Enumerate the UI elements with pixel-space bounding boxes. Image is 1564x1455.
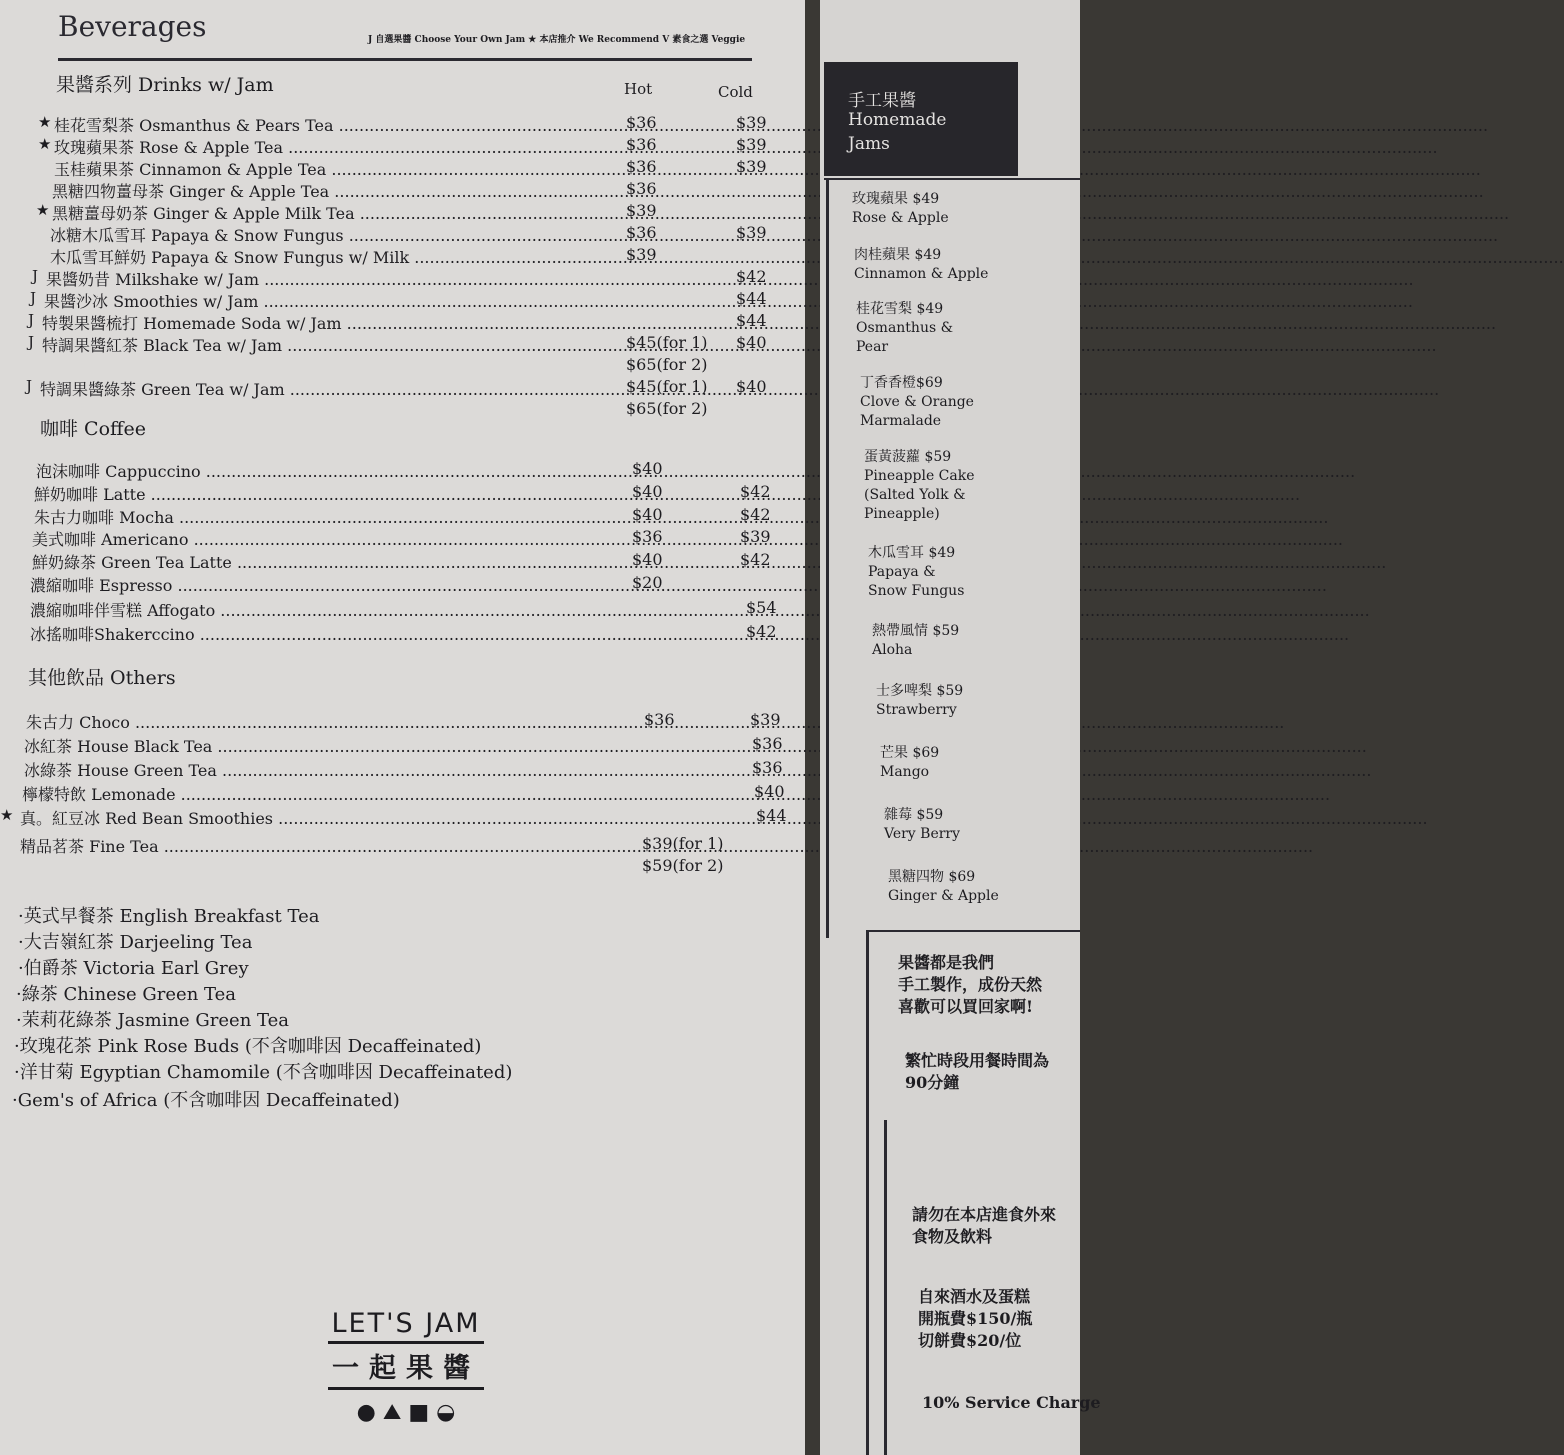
logo-rule: [328, 1341, 484, 1344]
hot-price: $36: [626, 157, 657, 176]
jam-drink-row: [26, 377, 767, 418]
hot-price: $39: [626, 245, 657, 264]
drink-name: 黑糖四物薑母茶 Ginger & Apple Tea .....: [52, 179, 624, 202]
hot-price: $40: [632, 482, 663, 501]
drink-name: 冰搖咖啡Shakerccino .....: [30, 622, 744, 645]
hot-price: $39(for 1): [642, 834, 724, 853]
tea-item: ·伯爵茶 Victoria Earl Grey: [18, 958, 249, 979]
drink-name: 冰綠茶 House Green Tea .....: [24, 758, 750, 781]
jam-name-price: 芒果 $69: [880, 745, 940, 761]
logo-rule-bottom: [328, 1387, 484, 1390]
drink-name: 玫瑰蘋果茶 Rose & Apple Tea .....: [54, 135, 624, 158]
cold-price: $42: [740, 550, 771, 569]
note-no-outside-food: 請勿在本店進食外來 食物及飲料: [912, 1205, 1057, 1246]
jam-name-price: 木瓜雪耳 $49: [868, 545, 956, 561]
hot-price: $40: [632, 550, 663, 569]
coffee-row: [32, 527, 771, 549]
jam-name-price: 黑糖四物 $69: [888, 869, 976, 885]
coffee-row: [30, 573, 663, 595]
jam-english-name: Osmanthus & Pear: [856, 320, 954, 355]
note-corkage: 自來酒水及蛋糕 開瓶費$150/瓶 切餅費$20/位: [918, 1287, 1033, 1350]
page-title: Beverages: [58, 10, 207, 43]
menu-mark: J: [30, 289, 37, 307]
jams-header-rule: [824, 178, 1080, 180]
note-service-charge: 10% Service Charge: [922, 1393, 1101, 1412]
section-jam-title: 果醬系列 Drinks w/ Jam: [56, 74, 274, 96]
title-rule: [58, 58, 752, 61]
jam-english-name: Cinnamon & Apple: [854, 266, 989, 282]
menu-mark: ★: [36, 201, 50, 219]
hot-price: $36: [752, 734, 783, 753]
hot-price: $20: [632, 573, 663, 592]
drink-name: 美式咖啡 Americano .....: [32, 527, 630, 550]
jam-english-name: Clove & Orange Marmalade: [860, 394, 974, 429]
drink-name: 特調果醬綠茶 Green Tea w/ Jam .....: [40, 377, 624, 400]
menu-mark: J: [28, 333, 35, 351]
drink-name: 濃縮咖啡 Espresso .....: [30, 573, 630, 596]
jams-title-zh: 手工果醬: [848, 91, 916, 111]
coffee-row: [34, 482, 771, 504]
menu-mark: ★: [38, 113, 52, 131]
cold-price: $42: [740, 505, 771, 524]
tea-item: ·玫瑰花茶 Pink Rose Buds (不含咖啡因 Decaffeinated): [14, 1036, 482, 1057]
jam-name-price: 丁香香橙$69: [860, 375, 943, 391]
hot-price-for-2: $59(for 2): [642, 856, 724, 875]
hot-price: $40: [632, 459, 663, 478]
jam-name-price: 桂花雪梨 $49: [856, 301, 944, 317]
others-row: [24, 734, 783, 756]
hot-price: $36: [626, 135, 657, 154]
tea-item: ·洋甘菊 Egyptian Chamomile (不含咖啡因 Decaffeinated): [14, 1062, 513, 1083]
hot-price: $36: [626, 113, 657, 132]
hot-price: $42: [736, 267, 767, 286]
jam-drink-row: [50, 245, 657, 267]
jam-english-name: Papaya & Snow Fungus: [868, 564, 965, 599]
others-row: [0, 806, 787, 828]
tea-item: ·茉莉花綠茶 Jasmine Green Tea: [16, 1010, 290, 1031]
hot-price: $40: [632, 505, 663, 524]
drink-name: 精品茗茶 Fine Tea .....: [20, 834, 640, 857]
hot-price: $36: [626, 223, 657, 242]
drink-name: 木瓜雪耳鮮奶 Papaya & Snow Fungus w/ Milk .....: [50, 245, 624, 268]
lets-jam-logo: [328, 1308, 484, 1425]
hot-price: $45(for 1): [626, 333, 708, 352]
hot-price: $44: [736, 311, 767, 330]
section-others-title: 其他飲品 Others: [28, 667, 176, 689]
cold-price: $39: [736, 113, 767, 132]
jam-name-price: 士多啤梨 $59: [876, 683, 964, 699]
cold-column-header: Cold: [718, 83, 753, 101]
hot-price: $42: [746, 622, 777, 641]
logo-line-2: 一起果醬: [332, 1353, 480, 1384]
drink-name: 特製果醬梳打 Homemade Soda w/ Jam .....: [42, 311, 734, 334]
menu-mark: ★: [0, 806, 14, 824]
hot-column-header: Hot: [624, 80, 653, 98]
drink-name: 冰糖木瓜雪耳 Papaya & Snow Fungus .....: [50, 223, 624, 246]
tea-item: ·綠茶 Chinese Green Tea: [16, 984, 237, 1005]
drink-name: 朱古力咖啡 Mocha .....: [34, 505, 630, 528]
jam-english-name: Mango: [880, 764, 930, 780]
others-row: [26, 710, 781, 732]
jam-english-name: Strawberry: [876, 702, 957, 718]
jams-title-en-2: Jams: [848, 134, 890, 154]
note-time-limit: 繁忙時段用餐時間為 90分鐘: [905, 1051, 1050, 1092]
section-coffee-title: 咖啡 Coffee: [40, 418, 147, 440]
jam-name-price: 肉桂蘋果 $49: [854, 247, 942, 263]
logo-line-1: LET'S JAM: [331, 1308, 481, 1339]
coffee-row: [32, 550, 771, 572]
homemade-jams-header: [824, 62, 1018, 176]
cold-price: $42: [740, 482, 771, 501]
hot-price: $40: [754, 782, 785, 801]
cold-price: $40: [736, 333, 767, 352]
drink-name: 桂花雪梨茶 Osmanthus & Pears Tea .....: [54, 113, 624, 136]
drink-name: 黑糖薑母奶茶 Ginger & Apple Milk Tea .....: [52, 201, 624, 224]
coffee-row: [36, 459, 663, 481]
cold-price: $39: [750, 710, 781, 729]
hot-price: $44: [756, 806, 787, 825]
menu-mark: J: [28, 311, 35, 329]
jam-drink-row: [54, 157, 767, 179]
jam-drink-row: [38, 113, 767, 135]
tea-item: ·Gem's of Africa (不含咖啡因 Decaffeinated): [12, 1090, 400, 1111]
others-row: [24, 758, 783, 780]
tea-item: ·英式早餐茶 English Breakfast Tea: [18, 906, 320, 927]
coffee-row: [34, 505, 771, 527]
hot-price: $54: [746, 598, 777, 617]
drink-name: 檸檬特飲 Lemonade .....: [22, 782, 752, 805]
jam-drink-row: [32, 267, 767, 289]
menu-mark: J: [26, 377, 33, 395]
menu-mark: ★: [38, 135, 52, 153]
side-divider-middle: [866, 930, 869, 1455]
hot-price: $36: [752, 758, 783, 777]
coffee-row: [30, 598, 777, 620]
jam-drink-row: [30, 289, 767, 311]
hot-price: $44: [736, 289, 767, 308]
others-row: [20, 834, 724, 875]
cold-price: $40: [736, 377, 767, 396]
hot-price: $36: [632, 527, 663, 546]
jam-english-name: Ginger & Apple: [888, 888, 999, 904]
jams-title-en-1: Homemade: [848, 110, 947, 130]
jam-english-name: Very Berry: [884, 826, 961, 842]
jam-drink-row: [52, 179, 657, 201]
drink-name: 冰紅茶 House Black Tea .....: [24, 734, 750, 757]
jam-drink-row: [28, 311, 767, 333]
drink-name: 泡沫咖啡 Cappuccino .....: [36, 459, 630, 482]
jam-drink-row: [38, 135, 767, 157]
hot-price-for-2: $65(for 2): [626, 399, 708, 418]
jam-name-price: 熱帶風情 $59: [872, 623, 960, 639]
note-homemade: 果醬都是我們 手工製作，成份天然 喜歡可以買回家啊!: [898, 953, 1043, 1016]
hot-price: $39: [626, 201, 657, 220]
drink-name: 朱古力 Choco .....: [26, 710, 636, 733]
hot-price-for-2: $65(for 2): [626, 355, 708, 374]
jam-english-name: Aloha: [872, 642, 913, 658]
hot-price: $36: [644, 710, 675, 729]
drink-name: 玉桂蘋果茶 Cinnamon & Apple Tea .....: [54, 157, 624, 180]
jam-drink-row: [36, 201, 657, 223]
jam-english-name: Rose & Apple: [852, 210, 949, 226]
side-divider-upper: [826, 178, 829, 938]
tea-item: ·大吉嶺紅茶 Darjeeling Tea: [18, 932, 253, 953]
hot-price: $36: [626, 179, 657, 198]
jam-drink-row: [50, 223, 767, 245]
side-divider-lower: [884, 1120, 887, 1455]
drink-name: 鮮奶綠茶 Green Tea Latte .....: [32, 550, 630, 573]
cold-price: $39: [736, 157, 767, 176]
drink-name: 濃縮咖啡伴雪糕 Affogato .....: [30, 598, 744, 621]
logo-icons: ● ⛰ ■ ◒: [356, 1400, 456, 1425]
others-row: [22, 782, 785, 804]
side-rule-notes: [868, 930, 1080, 932]
drink-name: 果醬沙冰 Smoothies w/ Jam .....: [44, 289, 734, 312]
drink-name: 果醬奶昔 Milkshake w/ Jam .....: [46, 267, 734, 290]
jam-name-price: 雜莓 $59: [884, 807, 944, 823]
legend: J 自選果醬 Choose Your Own Jam ★ 本店推介 We Recommend V 素食之選 Veggie: [368, 35, 746, 45]
jam-name-price: 蛋黃菠蘿 $59: [864, 449, 952, 465]
drink-name: 特調果醬紅茶 Black Tea w/ Jam .....: [42, 333, 624, 356]
jam-name-price: 玫瑰蘋果 $49: [852, 191, 940, 207]
cold-price: $39: [740, 527, 771, 546]
menu-mark: J: [32, 267, 39, 285]
cold-price: $39: [736, 223, 767, 242]
hot-price: $45(for 1): [626, 377, 708, 396]
drink-name: 真。紅豆冰 Red Bean Smoothies .....: [20, 806, 754, 829]
drink-name: 鮮奶咖啡 Latte .....: [34, 482, 630, 505]
jam-drink-row: [28, 333, 767, 374]
cold-price: $39: [736, 135, 767, 154]
coffee-row: [30, 622, 777, 644]
jam-english-name: Pineapple Cake (Salted Yolk & Pineapple): [864, 468, 975, 522]
